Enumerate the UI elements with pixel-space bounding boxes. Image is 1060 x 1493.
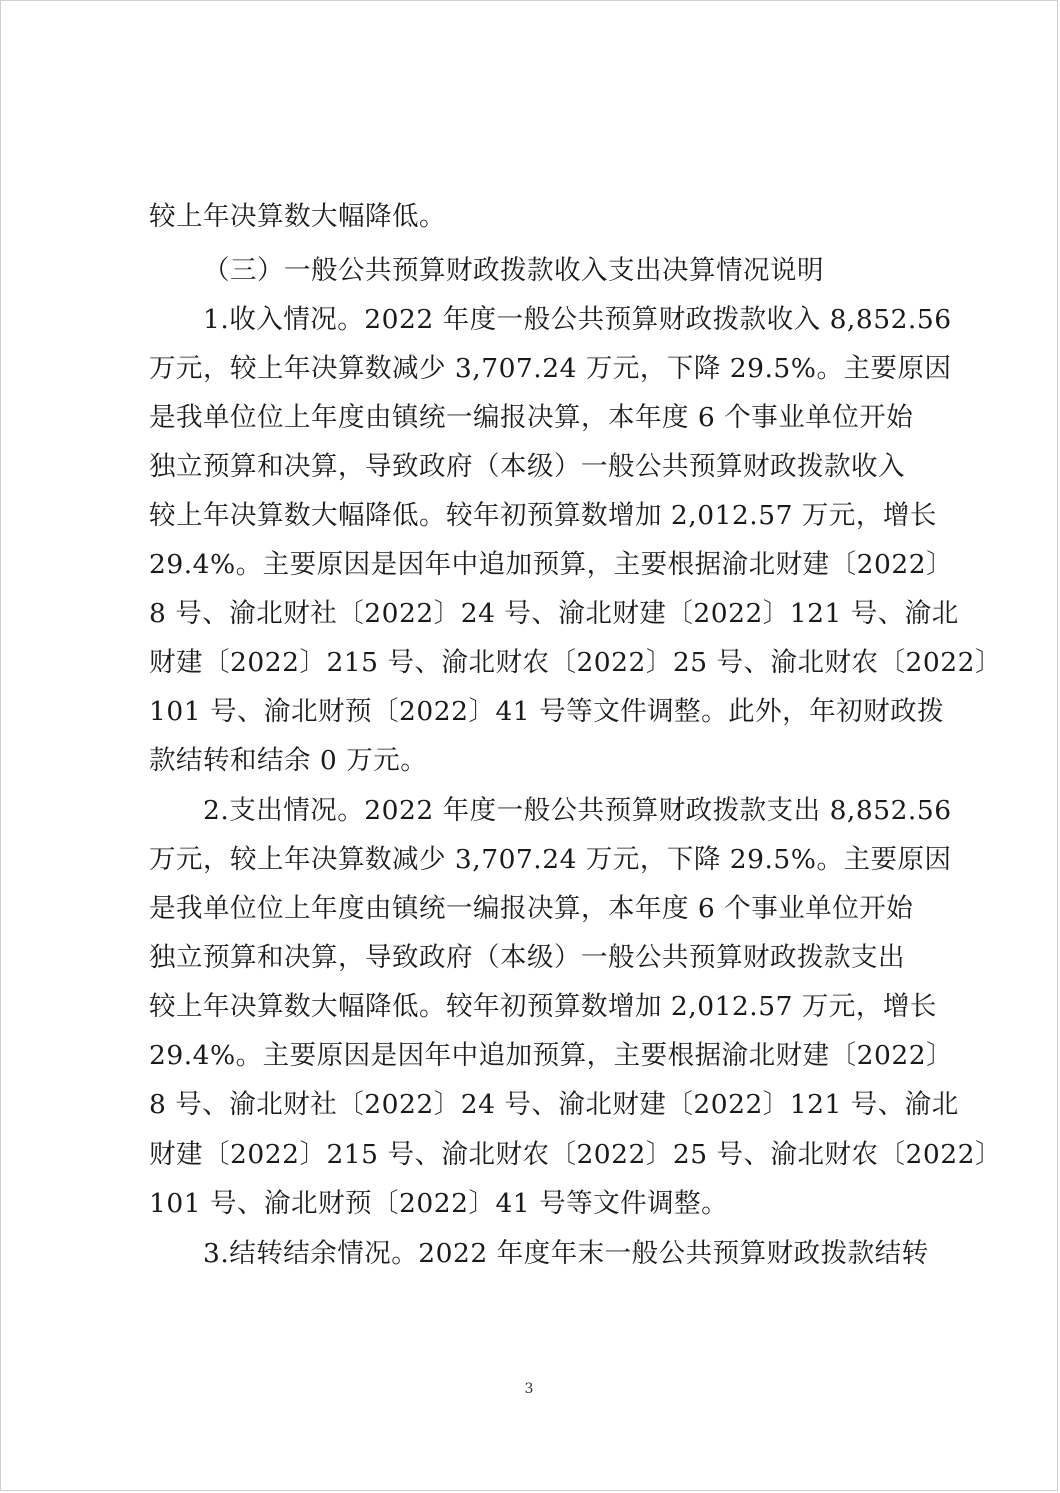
text-line: 2.支出情况。2022 年度一般公共预算财政拨款支出 8,852.56 xyxy=(203,795,952,826)
text-line: 较上年决算数大幅降低。 xyxy=(149,201,446,232)
text-line: 是我单位位上年度由镇统一编报决算，本年度 6 个事业单位开始 xyxy=(149,402,914,433)
text-line: 101 号、渝北财预〔2022〕41 号等文件调整。此外，年初财政拨 xyxy=(149,696,945,727)
text-line: 较上年决算数大幅降低。较年初预算数增加 2,012.57 万元，增长 xyxy=(149,500,937,531)
text-line: 8 号、渝北财社〔2022〕24 号、渝北财建〔2022〕121 号、渝北 xyxy=(149,1089,959,1120)
text-line: 1.收入情况。2022 年度一般公共预算财政拨款收入 8,852.56 xyxy=(203,304,952,335)
text-line: 款结转和结余 0 万元。 xyxy=(149,745,428,776)
text-line: 财建〔2022〕215 号、渝北财农〔2022〕25 号、渝北财农〔2022〕 xyxy=(149,1139,1002,1170)
text-line: 独立预算和决算，导致政府（本级）一般公共预算财政拨款支出 xyxy=(149,942,905,973)
section-heading: （三）一般公共预算财政拨款收入支出决算情况说明 xyxy=(203,255,824,286)
text-line: 29.4%。主要原因是因年中追加预算，主要根据渝北财建〔2022〕 xyxy=(149,1040,954,1071)
text-line: 万元，较上年决算数减少 3,707.24 万元，下降 29.5%。主要原因 xyxy=(149,844,952,875)
text-line: 财建〔2022〕215 号、渝北财农〔2022〕25 号、渝北财农〔2022〕 xyxy=(149,647,1002,678)
text-line: 是我单位位上年度由镇统一编报决算，本年度 6 个事业单位开始 xyxy=(149,893,914,924)
page-number: 3 xyxy=(524,1381,534,1397)
text-line: 较上年决算数大幅降低。较年初预算数增加 2,012.57 万元，增长 xyxy=(149,991,937,1022)
text-line: 万元，较上年决算数减少 3,707.24 万元，下降 29.5%。主要原因 xyxy=(149,353,952,384)
text-line: 3.结转结余情况。2022 年度年末一般公共预算财政拨款结转 xyxy=(203,1238,929,1269)
text-line: 101 号、渝北财预〔2022〕41 号等文件调整。 xyxy=(149,1188,729,1219)
text-line: 独立预算和决算，导致政府（本级）一般公共预算财政拨款收入 xyxy=(149,451,905,482)
text-line: 8 号、渝北财社〔2022〕24 号、渝北财建〔2022〕121 号、渝北 xyxy=(149,598,959,629)
text-line: 29.4%。主要原因是因年中追加预算，主要根据渝北财建〔2022〕 xyxy=(149,549,954,580)
